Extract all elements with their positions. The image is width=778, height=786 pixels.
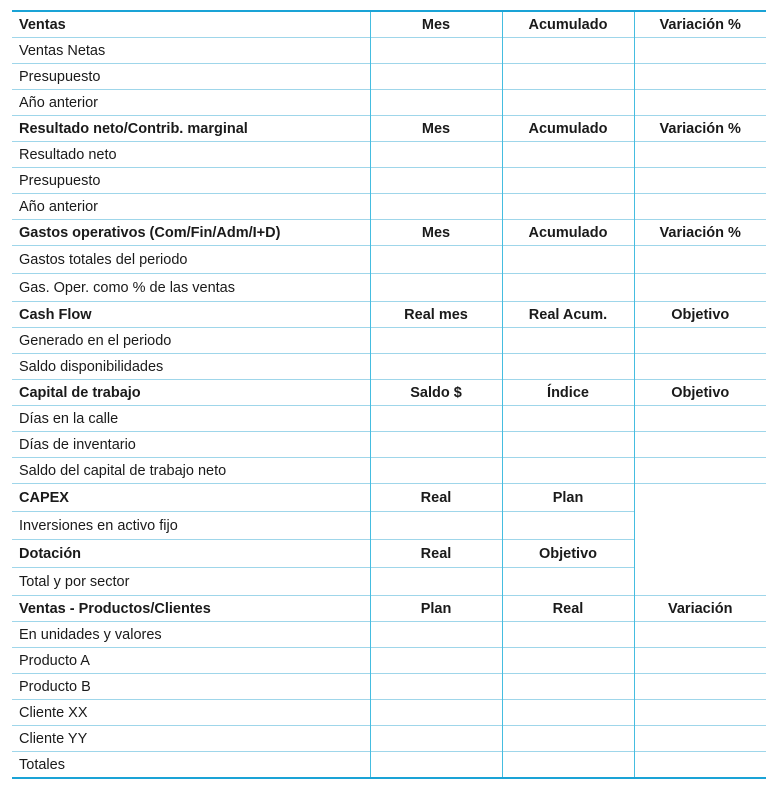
value-cell[interactable] — [502, 700, 634, 726]
kpi-report-table — [12, 10, 766, 779]
value-cell[interactable] — [502, 568, 634, 596]
header-label: Gastos operativos (Com/Fin/Adm/I+D) — [12, 220, 370, 246]
value-cell[interactable] — [634, 622, 766, 648]
table-row — [12, 142, 766, 168]
row-label: Saldo disponibilidades — [12, 354, 370, 380]
header-col-variacion: Variación % — [634, 116, 766, 142]
value-cell[interactable] — [634, 90, 766, 116]
value-cell[interactable] — [502, 246, 634, 274]
value-cell[interactable] — [370, 142, 502, 168]
header-col-plan: Plan — [370, 596, 502, 622]
value-cell[interactable] — [502, 726, 634, 752]
value-cell[interactable] — [502, 622, 634, 648]
header-col-real: Real — [502, 596, 634, 622]
row-label: Cliente XX — [12, 700, 370, 726]
table-row — [12, 274, 766, 302]
section-header-gastos — [12, 220, 766, 246]
value-cell[interactable] — [634, 328, 766, 354]
header-col-variacion: Variación — [634, 596, 766, 622]
row-label: Días en la calle — [12, 406, 370, 432]
section-header-productos — [12, 596, 766, 622]
value-cell[interactable] — [370, 648, 502, 674]
value-cell[interactable] — [502, 38, 634, 64]
value-cell[interactable] — [370, 194, 502, 220]
row-label: Gastos totales del periodo — [12, 246, 370, 274]
value-cell[interactable] — [370, 246, 502, 274]
value-cell[interactable] — [634, 674, 766, 700]
row-label: Días de inventario — [12, 432, 370, 458]
merged-empty-cell — [634, 484, 766, 596]
section-header-cashflow — [12, 302, 766, 328]
header-col-real: Real — [370, 540, 502, 568]
row-label: Resultado neto — [12, 142, 370, 168]
header-col-acumulado: Acumulado — [502, 116, 634, 142]
value-cell[interactable] — [370, 726, 502, 752]
header-col-objetivo: Objetivo — [634, 302, 766, 328]
row-label: Total y por sector — [12, 568, 370, 596]
header-col-objetivo: Objetivo — [634, 380, 766, 406]
value-cell[interactable] — [502, 512, 634, 540]
value-cell[interactable] — [502, 90, 634, 116]
value-cell[interactable] — [370, 406, 502, 432]
header-col-indice: Índice — [502, 380, 634, 406]
table-row — [12, 90, 766, 116]
section-header-resultado — [12, 116, 766, 142]
value-cell[interactable] — [634, 38, 766, 64]
table-row — [12, 648, 766, 674]
header-col-real-acum: Real Acum. — [502, 302, 634, 328]
section-header-capex — [12, 484, 766, 512]
value-cell[interactable] — [634, 246, 766, 274]
value-cell[interactable] — [370, 432, 502, 458]
value-cell[interactable] — [634, 726, 766, 752]
row-label: Ventas Netas — [12, 38, 370, 64]
value-cell[interactable] — [502, 648, 634, 674]
value-cell[interactable] — [370, 568, 502, 596]
row-label: En unidades y valores — [12, 622, 370, 648]
row-label: Generado en el periodo — [12, 328, 370, 354]
row-label: Presupuesto — [12, 168, 370, 194]
value-cell[interactable] — [370, 700, 502, 726]
value-cell[interactable] — [634, 64, 766, 90]
header-label: Cash Flow — [12, 302, 370, 328]
value-cell[interactable] — [502, 168, 634, 194]
value-cell[interactable] — [370, 458, 502, 484]
row-label: Cliente YY — [12, 726, 370, 752]
table-row — [12, 622, 766, 648]
header-col-mes: Mes — [370, 220, 502, 246]
value-cell[interactable] — [502, 354, 634, 380]
row-label: Año anterior — [12, 194, 370, 220]
table-row — [12, 246, 766, 274]
value-cell[interactable] — [502, 406, 634, 432]
value-cell[interactable] — [370, 168, 502, 194]
header-col-real: Real — [370, 484, 502, 512]
table-row — [12, 700, 766, 726]
value-cell[interactable] — [370, 512, 502, 540]
header-label: Ventas — [12, 11, 370, 38]
row-label: Producto A — [12, 648, 370, 674]
value-cell[interactable] — [370, 674, 502, 700]
table-row — [12, 194, 766, 220]
table-row — [12, 406, 766, 432]
value-cell[interactable] — [370, 328, 502, 354]
header-col-real-mes: Real mes — [370, 302, 502, 328]
value-cell[interactable] — [634, 194, 766, 220]
value-cell[interactable] — [634, 406, 766, 432]
table-row — [12, 432, 766, 458]
table-row — [12, 726, 766, 752]
header-label: Capital de trabajo — [12, 380, 370, 406]
value-cell[interactable] — [634, 168, 766, 194]
row-label: Año anterior — [12, 90, 370, 116]
value-cell[interactable] — [370, 64, 502, 90]
value-cell[interactable] — [502, 752, 634, 779]
header-col-mes: Mes — [370, 116, 502, 142]
value-cell[interactable] — [634, 354, 766, 380]
value-cell[interactable] — [502, 432, 634, 458]
value-cell[interactable] — [502, 328, 634, 354]
header-col-mes: Mes — [370, 11, 502, 38]
value-cell[interactable] — [370, 274, 502, 302]
row-label: Totales — [12, 752, 370, 779]
value-cell[interactable] — [634, 432, 766, 458]
value-cell[interactable] — [370, 354, 502, 380]
value-cell[interactable] — [502, 194, 634, 220]
value-cell[interactable] — [502, 142, 634, 168]
value-cell[interactable] — [370, 90, 502, 116]
header-label: Ventas - Productos/Clientes — [12, 596, 370, 622]
header-col-variacion: Variación % — [634, 11, 766, 38]
header-col-saldo: Saldo $ — [370, 380, 502, 406]
section-header-capital — [12, 380, 766, 406]
table-row — [12, 64, 766, 90]
table-row — [12, 354, 766, 380]
row-label: Inversiones en activo fijo — [12, 512, 370, 540]
value-cell[interactable] — [502, 274, 634, 302]
value-cell[interactable] — [634, 142, 766, 168]
table-row — [12, 458, 766, 484]
value-cell[interactable] — [634, 752, 766, 779]
table-row — [12, 752, 766, 779]
section-header-ventas — [12, 11, 766, 38]
row-label: Saldo del capital de trabajo neto — [12, 458, 370, 484]
value-cell[interactable] — [502, 64, 634, 90]
table-row — [12, 168, 766, 194]
table-row — [12, 328, 766, 354]
value-cell[interactable] — [634, 458, 766, 484]
header-col-objetivo: Objetivo — [502, 540, 634, 568]
value-cell[interactable] — [370, 622, 502, 648]
row-label: Gas. Oper. como % de las ventas — [12, 274, 370, 302]
value-cell[interactable] — [634, 648, 766, 674]
row-label: Presupuesto — [12, 64, 370, 90]
row-label: Producto B — [12, 674, 370, 700]
table-row — [12, 38, 766, 64]
value-cell[interactable] — [370, 38, 502, 64]
header-col-plan: Plan — [502, 484, 634, 512]
value-cell[interactable] — [502, 458, 634, 484]
header-label: Resultado neto/Contrib. marginal — [12, 116, 370, 142]
value-cell[interactable] — [634, 700, 766, 726]
header-col-acumulado: Acumulado — [502, 220, 634, 246]
header-col-variacion: Variación % — [634, 220, 766, 246]
value-cell[interactable] — [634, 274, 766, 302]
value-cell[interactable] — [502, 674, 634, 700]
header-label: CAPEX — [12, 484, 370, 512]
header-label: Dotación — [12, 540, 370, 568]
value-cell[interactable] — [370, 752, 502, 779]
header-col-acumulado: Acumulado — [502, 11, 634, 38]
table-row — [12, 674, 766, 700]
